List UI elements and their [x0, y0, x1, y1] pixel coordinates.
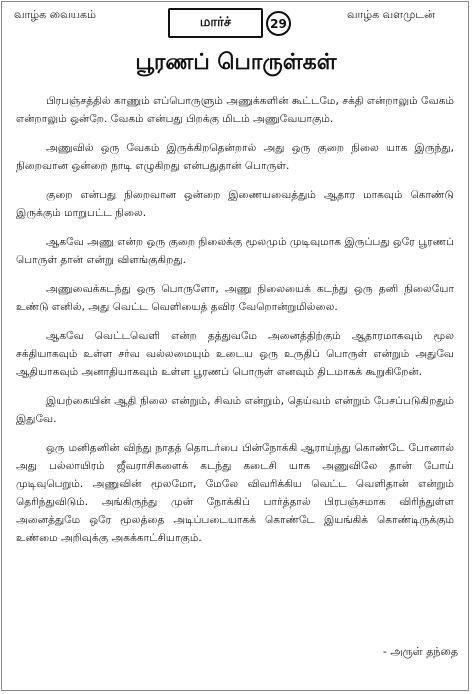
paragraph: ஆகவே அணு என்ற ஒரு குறை நிலைக்கு மூலமும் முடிவுமாக இருப்பது ஒரே பூரணப் பொருள் தான் என்று விளங்குகிறது. [16, 236, 454, 266]
article-body [16, 92, 454, 558]
paragraph: இயற்கையின் ஆதி நிலை என்றும், சிவம் என்றும், தெய்வம் என்றும் பேசப்படுகிறதும் இதுவே. [16, 395, 454, 425]
author-signature: - அருள் தந்தை [382, 645, 458, 658]
paragraph: அணுவில் ஒரு வேகம் இருக்கிறதென்றால் அது ஒரு குறை நிலை யாக இருந்து, நிறைவான ஒன்றை நாடி எழுகிறது என்பதுதான் பொருள். [16, 142, 454, 172]
header-left-greeting: வாழ்க வையகம் [14, 8, 96, 21]
day-number-badge: 29 [266, 11, 291, 36]
paragraph: ஆகவே வெட்டவெளி என்ற தத்துவமே அனைத்திற்கும் ஆதாரமாகவும் மூல சக்தியாகவும் உள்ள சர்வ வல்லமையும் உடைய ஒரு உருதிப் பொருள் என்றும் அதுவே ஆதியாகவும் அனாதியாகவும் உள்ள பூரணப் பொருள் எனவும் திடமாகக் கூறுகிறேன். [16, 330, 454, 378]
paragraph: அணுவைக்கடந்து ஒரு பொருளோ, அணு நிலையைக் கடந்து ஒரு தனி நிலையோ உண்டு எனில், அது வெட்ட வெளியைத் தவிர வேறொன்றுமில்லை. [16, 283, 454, 313]
month-label: மார்ச் [168, 8, 263, 38]
paragraph: பிரபஞ்சத்தில் காணும் எப்பொருளும் அணுக்களின் கூட்டமே, சக்தி என்றாலும் வேகம் என்றாலும் ஒன்றே. வேகம் என்பது பிறக்கு மிடம் அணுவேயாகும். [16, 95, 454, 125]
paragraph: ஒரு மனிதனின் விந்து நாதத் தொடர்பை பின்நோக்கி ஆராய்ந்து கொண்டே போனால் அது பல்லாயிரம் ஜீவராசிகளைக் கடந்து கடைசி யாக அணுவிலே தான் போய் முடிவுபெறும். அணுவின் மூலமோ, மேலே விவரிக்கிய வெட்ட வெளிதான் என்றும் தெரிந்துவிடும். அங்கிருந்து முன் நோக்கிப் பார்த்தால் பிரபஞ்சமாக விரிந்துள்ள அனைத்துமே ஒரே மூலத்தை அடிப்படையாகக் கொண்டே இயங்கிக் கொண்டிருக்கும் உண்மை அறிவுக்கு அகக்காட்சியாகும். [16, 442, 454, 544]
page-title: பூரணப் பொருள்கள் [135, 50, 337, 75]
paragraph: குறை என்பது நிறைவான ஒன்றை இணையவைத்தும் ஆதார மாகவும் கொண்டு இருக்கும் மாறுபட்ட நிலை. [16, 189, 454, 219]
header-right-greeting: வாழ்க வளமுடன் [347, 8, 435, 21]
